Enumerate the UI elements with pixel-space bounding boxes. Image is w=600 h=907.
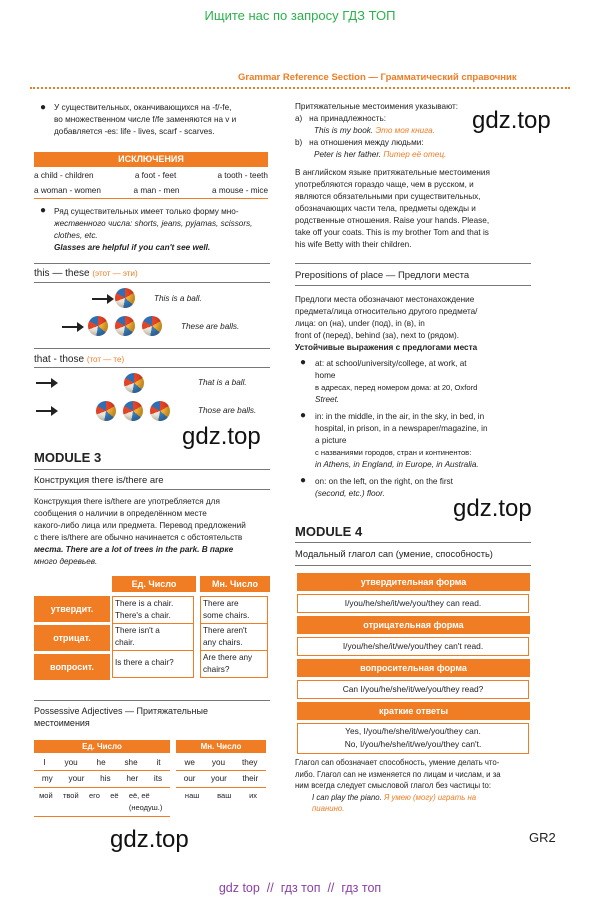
ball-icon: [115, 288, 135, 308]
plural-only-rule: Ряд существительных имеет только форму мно- жественного числа: shorts, jeans, pyjamas, scissors, clothes, etc. Glasses are helpful if you can't see well.: [54, 207, 253, 252]
footer-link[interactable]: gdz top: [218, 881, 260, 895]
watermark: gdz.top: [182, 423, 261, 450]
divider: [34, 367, 270, 368]
on-expressions: on: on the left, on the right, on the first (second, etc.) floor.: [315, 477, 453, 498]
ball-icon: [142, 316, 162, 336]
this-is-example: This is a ball.: [154, 294, 202, 303]
divider: [34, 348, 270, 349]
ball-icon: [150, 401, 170, 421]
watermark: gdz.top: [453, 495, 532, 522]
col-plural: Мн. Число: [200, 576, 270, 592]
bullet: ●: [300, 475, 307, 486]
divider: [295, 542, 531, 543]
watermark: gdz.top: [472, 107, 551, 134]
bullet: ●: [40, 205, 47, 216]
divider: [295, 285, 531, 286]
ball-icon: [123, 401, 143, 421]
that-those-title: that - those (тот — те): [34, 354, 125, 365]
divider: [34, 263, 270, 264]
exceptions-list: a child - children a foot - feet a tooth - teeth a woman - women a man - men a mouse - mice: [34, 171, 268, 195]
short-answers: Yes, I/you/he/she/it/we/you/they can. No, I/you/he/she/it/we/you/they can't.: [297, 723, 529, 754]
plural-cells: There are some chairs. There aren't any chairs. Are there any chairs?: [200, 596, 268, 678]
negative-title: отрицательная форма: [297, 616, 530, 634]
ball-icon: [88, 316, 108, 336]
footer-link[interactable]: гдз топ: [280, 881, 321, 895]
poss-col-singular: Ед. Число: [34, 740, 170, 753]
divider: [34, 469, 270, 470]
those-are-example: Those are balls.: [198, 406, 257, 415]
prepositions-title: Prepositions of place — Предлоги места: [295, 270, 470, 281]
page-number: GR2: [529, 830, 556, 845]
affirmative-title: утвердительная форма: [297, 573, 530, 591]
possessive-usage: Притяжательные местоимения указывают: а) на принадлежность: This is my book. Это моя книга. b) на отношения между людьми: Peter is her father. Питер её отец.: [295, 102, 459, 159]
possessive-explanation: В английском языке притяжательные местоимения употребляются гораздо чаще, чем в русском, и являются обязательными при существительных, обозначающих части тела, предметы одежды и родственные отношения. Raise your hands. Please, take off your coats. This is my brother Tom and that is his wife Betty with their children.: [295, 168, 490, 249]
that-is-example: That is a ball.: [198, 378, 247, 387]
there-is-text: Конструкция there is/there are употребляется для сообщения о наличии в определённом месте какого-либо лица или предмета. Перевод предложений с there is/there are обычно начинается с обстоятельств места. There are a lot of trees in the park. В парке много деревьев.: [34, 497, 246, 566]
plural-rule: У существительных, оканчивающихся на -f/-fe, во множественном числе f/fe заменяются на v и добавляется -es: life - lives, scarf - scarves.: [54, 103, 237, 136]
bullet: ●: [300, 357, 307, 368]
poss-plural: we you they our your their наш ваш их: [176, 756, 266, 804]
singular-cells: There is a chair. There's a chair. There isn't a chair. Is there a chair?: [112, 596, 194, 678]
row-negative: отрицат.: [34, 625, 110, 651]
poss-singular: I you he she it my your his her its мой твой его её её, её (неодуш.): [34, 756, 170, 817]
arrow-icon: [36, 410, 52, 412]
ball-icon: [124, 373, 144, 393]
footer-link[interactable]: гдз топ: [341, 881, 382, 895]
poss-col-plural: Мн. Число: [176, 740, 266, 753]
at-expressions: at: at school/university/college, at work, at home в адресах, перед номером дома: at 20, Oxford Street.: [315, 359, 478, 404]
row-question: вопросит.: [34, 654, 110, 680]
footer: gdz top // гдз топ // гдз топ: [218, 881, 382, 895]
divider: [295, 263, 531, 264]
exceptions-divider: [34, 198, 268, 199]
arrow-icon: [92, 298, 108, 300]
arrow-icon: [36, 382, 52, 384]
section-header: Grammar Reference Section — Грамматический справочник: [238, 72, 517, 83]
ball-icon: [115, 316, 135, 336]
can-explanation: Глагол can обозначает способность, умение делать что- либо. Глагол can не изменяется по лицам и числам, и за ним всегда следует смысловой глагол без частицы to: I can play the piano. Я умею (могу) играть на пианино.: [295, 758, 501, 813]
exceptions-title: ИСКЛЮЧЕНИЯ: [34, 152, 268, 167]
top-banner: Ищите нас по запросу ГДЗ ТОП: [204, 8, 396, 23]
divider: [34, 489, 270, 490]
row-affirmative: утвердит.: [34, 596, 110, 622]
this-these-title: this — these (этот — эти): [34, 268, 138, 279]
ball-icon: [96, 401, 116, 421]
can-title: Модальный глагол can (умение, способность): [295, 549, 493, 559]
module-4-title: MODULE 4: [295, 524, 363, 539]
bullet: ●: [300, 410, 307, 421]
prepositions-text: Предлоги места обозначают местонахождение предмета/лица относительно другого предмета/ лица: on (на), under (под), in (в), in front of (перед), behind (за), next to (рядом). Устойчивые выражения с предлогами места: [295, 295, 478, 352]
module-3-title: MODULE 3: [34, 450, 102, 465]
bullet: ●: [40, 102, 47, 113]
arrow-icon: [62, 326, 78, 328]
question-title: вопросительная форма: [297, 659, 530, 677]
there-is-title: Конструкция there is/there are: [34, 475, 164, 486]
divider: [34, 282, 270, 283]
negative-form: I/you/he/she/it/we/you/they can't read.: [297, 637, 529, 656]
divider: [34, 700, 270, 701]
col-singular: Ед. Число: [112, 576, 196, 592]
question-form: Can I/you/he/she/it/we/you/they read?: [297, 680, 529, 699]
header-divider: [30, 87, 570, 89]
divider: [295, 565, 531, 566]
short-answers-title: краткие ответы: [297, 702, 530, 720]
affirmative-form: I/you/he/she/it/we/you/they can read.: [297, 594, 529, 613]
in-expressions: in: in the middle, in the air, in the sky, in bed, in hospital, in prison, in a newspaper/magazine, in a picture с названиями городов, стран и континентов: in Athens, in England, in Europe, in Australia.: [315, 412, 488, 469]
these-are-example: These are balls.: [181, 322, 240, 331]
possessive-title: Possessive Adjectives — Притяжательные местоимения: [34, 706, 208, 728]
watermark: gdz.top: [110, 826, 189, 853]
